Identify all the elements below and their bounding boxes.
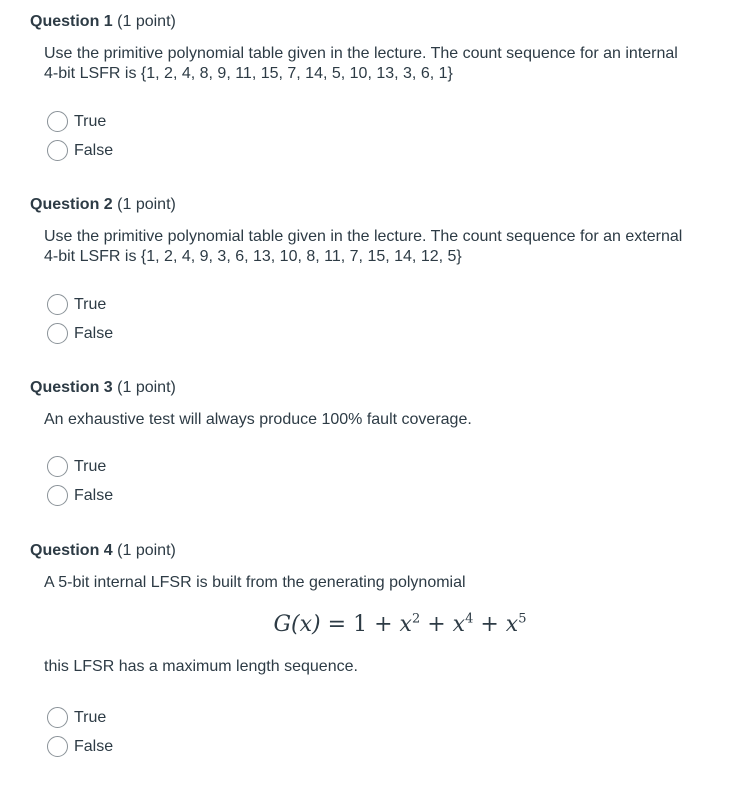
question-header: [30, 12, 730, 32]
radio-button[interactable]: [47, 736, 68, 757]
question-number: Question 3: [30, 379, 113, 396]
radio-button[interactable]: [47, 485, 68, 506]
question-1: [30, 12, 730, 165]
option-label: False: [74, 737, 114, 755]
question-3: [30, 378, 730, 510]
question-header: [30, 195, 730, 215]
question-number: Question 1: [30, 13, 113, 30]
option-true[interactable]: [47, 452, 730, 481]
option-true[interactable]: [47, 107, 730, 136]
radio-button[interactable]: [47, 323, 68, 344]
option-label: True: [74, 295, 107, 313]
formula-equals: =: [327, 612, 347, 637]
formula-var: x: [452, 612, 466, 637]
option-label: True: [74, 708, 107, 726]
option-false[interactable]: [47, 732, 730, 761]
question-points: (1 point): [117, 379, 176, 396]
answer-options: [47, 703, 730, 761]
option-false[interactable]: [47, 136, 730, 165]
option-label: True: [74, 457, 107, 475]
radio-button[interactable]: [47, 111, 68, 132]
polynomial-formula: [0, 611, 753, 639]
option-true[interactable]: [47, 290, 730, 319]
formula-var: x: [399, 612, 412, 637]
question-text: An exhaustive test will always produce 100% fault coverage.: [44, 411, 472, 428]
question-header: [30, 541, 730, 561]
radio-button[interactable]: [47, 707, 68, 728]
formula-plus: +: [480, 612, 499, 637]
answer-options: [47, 452, 730, 510]
option-label: False: [74, 141, 114, 159]
option-label: False: [74, 324, 114, 342]
formula-exponent: 5: [518, 611, 527, 627]
question-number: Question 4: [30, 542, 113, 559]
option-label: False: [74, 486, 114, 504]
formula-exponent: 2: [411, 611, 421, 627]
question-2: [30, 195, 730, 348]
answer-options: [47, 290, 730, 348]
question-header: [30, 378, 730, 398]
question-4: [30, 541, 730, 761]
radio-button[interactable]: [47, 140, 68, 161]
formula-exponent: 4: [465, 611, 474, 627]
question-points: (1 point): [117, 196, 176, 213]
radio-button[interactable]: [47, 294, 68, 315]
formula-plus: +: [427, 612, 446, 637]
question-points: (1 point): [117, 542, 176, 559]
formula-lhs: G(x): [273, 612, 321, 637]
option-false[interactable]: [47, 481, 730, 510]
option-true[interactable]: [47, 703, 730, 732]
answer-options: [47, 107, 730, 165]
option-false[interactable]: [47, 319, 730, 348]
question-number: Question 2: [30, 196, 113, 213]
formula-plus: +: [374, 612, 393, 637]
option-label: True: [74, 112, 107, 130]
question-text: A 5-bit internal LFSR is built from the generating polynomial: [44, 574, 466, 591]
question-points: (1 point): [117, 13, 176, 30]
formula-term: 1: [353, 612, 368, 637]
question-text: Use the primitive polynomial table given in the lecture. The count sequence for an internal 4-bit LSFR is {1, 2, 4, 8, 9, 11, 15, 7, 14, 5, 10, 13, 3, 6, 1}: [44, 45, 678, 82]
formula-var: x: [505, 612, 519, 637]
question-text: Use the primitive polynomial table given in the lecture. The count sequence for an external 4-bit LSFR is {1, 2, 4, 9, 3, 6, 13, 10, 8, 11, 7, 15, 14, 12, 5}: [44, 228, 683, 265]
radio-button[interactable]: [47, 456, 68, 477]
question-followup-text: this LFSR has a maximum length sequence.: [44, 658, 358, 675]
